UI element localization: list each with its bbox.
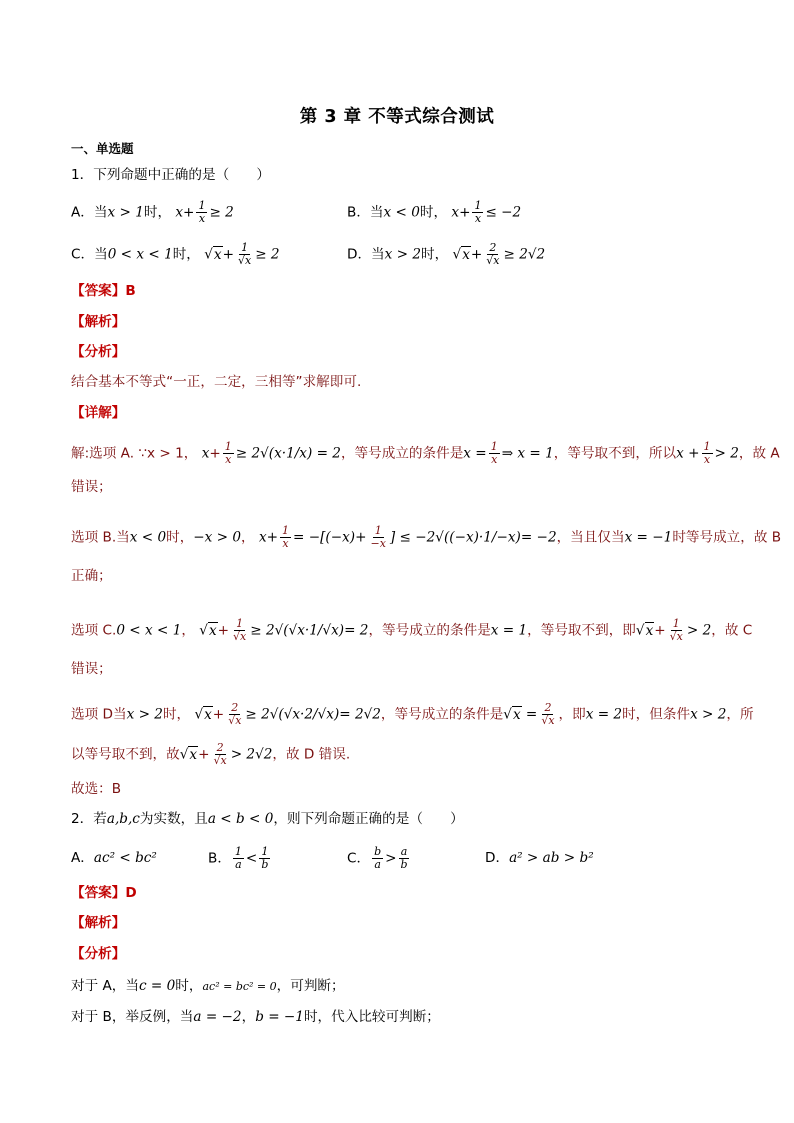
q1-fenxi-label: 【分析】	[71, 344, 126, 360]
solution-a-line-1: 解:选项 A. ∵x > 1， x+ $\frac{1}{x}$ ≥ 2√(x·1/x) = 2，等号成立的条件是x = $\frac{1}{x}$ ⇒ x = 1，等号取不到，所以x + $\frac{1}{x}$ > 2，故 A	[71, 440, 780, 466]
q1-option-a: A．当x > 1时， x+ $\frac{1}{x}$ ≥ 2	[71, 199, 234, 225]
question-2-stem: 2．若a,b,c为实数，且a < b < 0，则下列命题正确的是（ ）	[71, 811, 464, 827]
q1-option-d: D．当x > 2时， √x+ $\frac{2}{√x}$ ≥ 2√2	[347, 241, 546, 267]
question-1-stem: 1．下列命题中正确的是（ ）	[71, 167, 270, 183]
q2-option-a: A．ac² < bc²	[71, 850, 157, 866]
page-title: 第 3 章 不等式综合测试	[299, 107, 495, 127]
q1-answer: 【答案】B	[71, 283, 136, 299]
solution-d-line-2: 以等号取不到，故√x+ $\frac{2}{√x}$ > 2√2，故 D 错误.	[71, 741, 351, 767]
solution-d-line-1: 选项 D当x > 2时， √x+ $\frac{2}{√x}$ ≥ 2√(√x·2/√x)= 2√2，等号成立的条件是√x = $\frac{2}{√x}$ ，即x = 2时，但条件x > 2，所	[71, 701, 754, 727]
q1-xiangjie-label: 【详解】	[71, 405, 126, 421]
q2-jiexi-label: 【解析】	[71, 915, 126, 931]
q2-option-d: D．a² > ab > b²	[485, 850, 594, 866]
solution-c-line-1: 选项 C.0 < x < 1， √x+ $\frac{1}{√x}$ ≥ 2√(√x·1/√x)= 2，等号成立的条件是x = 1，等号取不到，即√x+ $\frac{1}{√x}$ > 2，故 C	[71, 617, 753, 643]
q2-analysis-a: 对于 A，当c = 0时，ac² = bc² = 0，可判断；	[71, 978, 345, 994]
q2-fenxi-label: 【分析】	[71, 946, 126, 962]
q1-option-c: C．当0 < x < 1时， √x+ $\frac{1}{√x}$ ≥ 2	[71, 241, 280, 267]
section-heading: 一、单选题	[71, 141, 134, 156]
q2-option-c: C． $\frac{b}{a}$ > $\frac{a}{b}$	[347, 845, 408, 871]
q2-answer: 【答案】D	[71, 885, 137, 901]
solution-b-line-1: 选项 B.当x < 0时，−x > 0， x+ $\frac{1}{x}$ = −[(−x)+ $\frac{1}{-x}$ ] ≤ −2√((−x)·1/−x)= −2，当且仅当x = −1时等号成立，故 B	[71, 524, 782, 550]
solution-a-line-2: 错误；	[71, 479, 112, 495]
q1-jiexi-label: 【解析】	[71, 314, 126, 330]
q2-analysis-b: 对于 B，举反例，当a = −2，b = −1时，代入比较可判断；	[71, 1009, 440, 1025]
solution-b-line-2: 正确；	[71, 568, 112, 584]
q1-option-b: B．当x < 0时， x+ $\frac{1}{x}$ ≤ −2	[347, 199, 522, 225]
q1-fenxi-text: 结合基本不等式“一正，二定，三相等”求解即可.	[71, 374, 362, 390]
q1-final-answer: 故选：B	[71, 781, 122, 797]
q2-option-b: B． $\frac{1}{a}$ < $\frac{1}{b}$	[208, 845, 269, 871]
solution-c-line-2: 错误；	[71, 661, 112, 677]
